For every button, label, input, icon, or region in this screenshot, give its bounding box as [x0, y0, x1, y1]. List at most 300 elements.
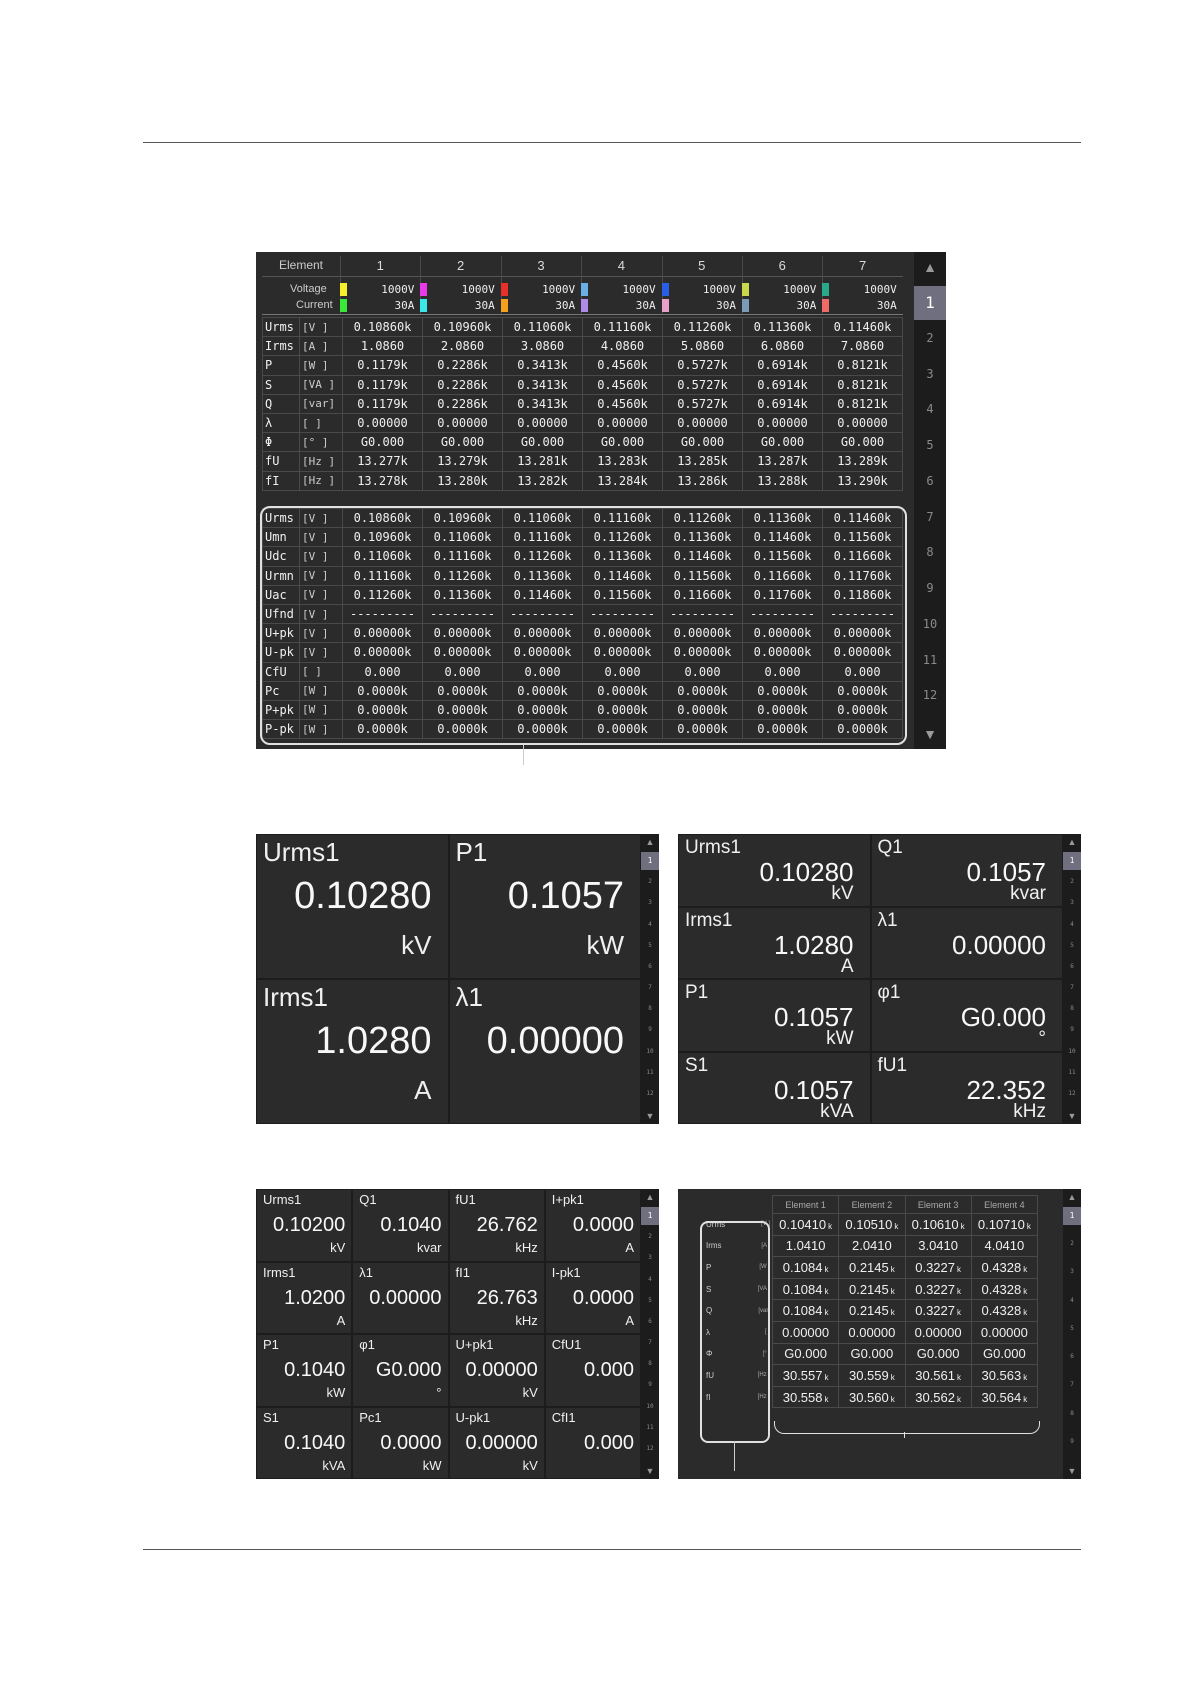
scroll-up-icon[interactable]: ▲: [923, 259, 937, 275]
cell-label: Irms1: [263, 982, 328, 1012]
value-prefix: k: [824, 1264, 829, 1274]
value-cell: [905, 1386, 971, 1408]
value-cell: [773, 1365, 839, 1387]
value-cell: 0.000: [423, 662, 503, 681]
value-cell: 0.0000k: [343, 720, 423, 739]
item-name: fU: [706, 1370, 714, 1380]
voltage-color-swatch: [822, 283, 829, 296]
page-number[interactable]: 9: [1070, 1437, 1074, 1445]
value-cell: 0.11460k: [823, 318, 903, 337]
value-cell: [773, 1278, 839, 1300]
page-number[interactable]: 6: [926, 473, 934, 488]
value-cell: 0.1179k: [343, 356, 423, 375]
page-scrollbar[interactable]: [641, 834, 659, 1124]
scroll-down-icon[interactable]: ▼: [645, 1466, 655, 1476]
value-prefix: k: [957, 1286, 961, 1296]
value-cell: 0.0000k: [823, 720, 903, 739]
value-number: 0.4328: [981, 1259, 1022, 1275]
page-number[interactable]: 2: [648, 1233, 652, 1241]
value-cell: [971, 1257, 1037, 1279]
page-number[interactable]: 11: [646, 1423, 654, 1431]
value-cell: ---------: [823, 604, 903, 623]
value-cell: 0.11360k: [743, 318, 823, 337]
value-cell: 0.10860k: [343, 318, 423, 337]
table-row: [263, 318, 903, 337]
item-unit: [W ]: [300, 700, 343, 719]
value-cell: [839, 1278, 905, 1300]
value-prefix: k: [828, 1221, 833, 1231]
value-cell: 0.00000: [663, 413, 743, 432]
value-cell: [905, 1257, 971, 1279]
page-number[interactable]: 3: [648, 899, 652, 907]
value-cell: 0.000: [823, 662, 903, 681]
item-unit: [var]: [300, 394, 343, 413]
value-prefix: k: [824, 1308, 829, 1318]
cell-label: Pc1: [359, 1409, 382, 1425]
voltage-color-swatch: [581, 283, 588, 296]
value-cell: [971, 1343, 1037, 1365]
value-cell: 13.285k: [663, 452, 743, 471]
callout-line: [523, 745, 524, 765]
value-number: 30.562: [915, 1389, 955, 1405]
item-name: Pc: [263, 681, 300, 700]
element-column-header: Element 2: [839, 1196, 905, 1214]
item-column-frame: [700, 1221, 770, 1443]
page-number[interactable]: 10: [922, 616, 938, 631]
page-number[interactable]: 1: [914, 286, 946, 320]
value-brace-tip: [904, 1432, 911, 1438]
cell-value: 0.10280: [294, 875, 432, 917]
cell-unit: °: [436, 1385, 442, 1400]
cell-value: 26.762: [476, 1214, 538, 1236]
item-name: P-pk: [263, 720, 300, 739]
value-cell: 0.11460k: [663, 547, 743, 566]
cell-unit: °: [1038, 1028, 1046, 1049]
page-number[interactable]: 7: [648, 1339, 652, 1346]
value-cell: 0.0000k: [823, 681, 903, 700]
current-color-swatch: [420, 299, 427, 312]
value-cell: 0.11560k: [743, 547, 823, 566]
value-number: 0.2145: [848, 1303, 889, 1319]
page-number[interactable]: 6: [1070, 1353, 1074, 1361]
value-cell: 0.000: [743, 662, 823, 681]
page-number[interactable]: 2: [648, 878, 652, 886]
page-number[interactable]: 6: [1070, 962, 1074, 970]
page-number[interactable]: 4: [648, 920, 652, 928]
cell-label: P1: [685, 982, 709, 1003]
value-cell: 2.0860: [423, 337, 503, 356]
element-column-number: 5: [698, 258, 706, 273]
value-number: 30.560: [848, 1389, 889, 1405]
value-cell: 0.000: [663, 662, 743, 681]
value-cell: [971, 1300, 1037, 1322]
current-label: Current: [296, 299, 333, 311]
page-number[interactable]: 5: [926, 438, 934, 452]
current-range: 30A: [876, 299, 897, 312]
cell-value: 0.000: [583, 1359, 634, 1381]
table-row: [263, 433, 903, 452]
page-number[interactable]: 12: [646, 1089, 654, 1097]
value-number: 0.3227: [915, 1259, 955, 1275]
cell-unit: kHz: [515, 1312, 538, 1328]
page-number[interactable]: 8: [648, 1005, 652, 1013]
value-cell: 0.0000k: [343, 700, 423, 719]
item-name: S: [706, 1284, 712, 1294]
value-number: 30.558: [782, 1389, 823, 1405]
cell-unit: kW: [826, 1028, 854, 1049]
page-number[interactable]: 4: [648, 1275, 652, 1283]
value-cell: 0.8121k: [823, 394, 903, 413]
page-number[interactable]: 7: [1070, 1381, 1074, 1389]
page-number[interactable]: 12: [922, 688, 938, 703]
measurement-cell: [449, 1262, 545, 1335]
value-number: 0.10510: [845, 1216, 893, 1232]
page-number[interactable]: 1: [641, 1207, 659, 1225]
page-number[interactable]: 8: [648, 1360, 652, 1368]
voltage-color-swatch: [662, 283, 669, 296]
voltage-range: 1000V: [702, 283, 736, 296]
value-cell: 0.0000k: [743, 681, 823, 700]
measurement-cell: [678, 834, 871, 907]
page-number[interactable]: 12: [1068, 1089, 1076, 1097]
item-unit: [V ]: [300, 643, 343, 662]
value-cell: [773, 1214, 839, 1236]
value-cell: 13.279k: [423, 452, 503, 471]
page-number[interactable]: 5: [1070, 941, 1074, 949]
item-unit: [V ]: [300, 566, 343, 585]
value-cell: 0.11160k: [583, 509, 663, 528]
value-cell: 0.00000: [423, 413, 503, 432]
table-row: [263, 356, 903, 375]
cell-value: 0.1057: [773, 1074, 854, 1105]
value-cell: 0.3413k: [503, 394, 583, 413]
item-unit: [VA ]: [757, 1286, 770, 1293]
cell-value: 0.10280: [759, 857, 854, 887]
item-unit: [Hz ]: [300, 452, 343, 471]
value-cell: 13.280k: [423, 471, 503, 490]
page-number[interactable]: 10: [1068, 1047, 1076, 1055]
page-number[interactable]: 10: [646, 1402, 654, 1410]
page-number[interactable]: 6: [648, 1317, 652, 1325]
cell-unit: kW: [586, 930, 624, 960]
value-cell: 0.11860k: [823, 585, 903, 604]
value-cell: 4.0860: [583, 337, 663, 356]
all-elements-screen: [678, 1189, 1081, 1479]
table-row: [263, 413, 903, 432]
page-scrollbar[interactable]: [641, 1189, 659, 1479]
page-number[interactable]: 2: [926, 330, 934, 345]
page-number[interactable]: 5: [648, 941, 652, 949]
value-cell: G0.000: [503, 433, 583, 452]
cell-unit: kV: [831, 883, 854, 904]
measurement-cell: [352, 1334, 448, 1407]
page-number[interactable]: 9: [648, 1026, 652, 1034]
scroll-up-icon[interactable]: ▲: [1067, 837, 1077, 847]
current-color-swatch: [662, 299, 669, 312]
value-cell: [839, 1300, 905, 1322]
page-number[interactable]: 11: [922, 652, 938, 667]
page-number[interactable]: 7: [1070, 984, 1074, 991]
item-unit: [A ]: [300, 337, 343, 356]
value-prefix: k: [1023, 1264, 1028, 1274]
value-cell: 0.4560k: [583, 356, 663, 375]
value-prefix: k: [824, 1286, 829, 1296]
page-number[interactable]: 5: [1070, 1324, 1074, 1332]
item-name: Uac: [263, 585, 300, 604]
value-cell: ---------: [503, 604, 583, 623]
value-cell: 0.00000k: [663, 643, 743, 662]
current-range: 30A: [474, 299, 495, 312]
table-row: [263, 394, 903, 413]
value-cell: 0.11560k: [583, 585, 663, 604]
value-cell: 0.1179k: [343, 394, 423, 413]
value-cell: 0.11660k: [823, 547, 903, 566]
bottom-rule: [143, 1549, 1081, 1550]
value-cell: 13.278k: [343, 471, 423, 490]
value-number: 1.0410: [785, 1238, 826, 1254]
value-cell: [905, 1365, 971, 1387]
value-number: 2.0410: [851, 1238, 892, 1254]
page-number[interactable]: 3: [1070, 1268, 1074, 1276]
value-cell: [905, 1300, 971, 1322]
value-cell: 7.0860: [823, 337, 903, 356]
element-column-number: 6: [778, 258, 786, 273]
value-cell: 0.4560k: [583, 394, 663, 413]
item-unit: [V ]: [300, 547, 343, 566]
value-cell: 0.11560k: [663, 566, 743, 585]
value-cell: [971, 1235, 1037, 1257]
scroll-down-icon[interactable]: ▼: [923, 726, 937, 742]
page-number[interactable]: 3: [926, 366, 934, 381]
page-number[interactable]: 6: [648, 962, 652, 970]
scroll-up-icon[interactable]: ▲: [1067, 1192, 1077, 1202]
item-unit: [W ]: [300, 720, 343, 739]
cell-label: U-pk1: [455, 1409, 491, 1425]
item-unit: [Hz ]: [757, 1372, 770, 1379]
scroll-down-icon[interactable]: ▼: [1067, 1466, 1077, 1476]
current-range: 30A: [635, 299, 656, 312]
page-scrollbar[interactable]: [1063, 1189, 1081, 1479]
value-cell: [839, 1343, 905, 1365]
scroll-up-icon[interactable]: ▲: [645, 837, 655, 847]
value-cell: 0.11260k: [583, 528, 663, 547]
value-cell: ---------: [423, 604, 503, 623]
page-scrollbar[interactable]: [1063, 834, 1081, 1124]
page-number[interactable]: 1: [1063, 1207, 1081, 1225]
page-number[interactable]: 12: [646, 1444, 654, 1452]
measurement-cell: [449, 1189, 545, 1262]
cell-label: P1: [263, 1337, 279, 1352]
item-name: Φ: [263, 433, 300, 452]
item-header-blank: [704, 1196, 736, 1214]
value-number: 0.1084: [782, 1303, 823, 1319]
value-cell: 0.8121k: [823, 356, 903, 375]
measurement-cell: [352, 1189, 448, 1262]
voltage-color-swatch: [742, 283, 749, 296]
page-number[interactable]: 4: [1070, 920, 1074, 928]
value-cell: 0.000: [503, 662, 583, 681]
value-cell: 0.0000k: [663, 700, 743, 719]
value-cell: [971, 1386, 1037, 1408]
item-name: P: [263, 356, 300, 375]
page-number[interactable]: 7: [648, 984, 652, 991]
page-number[interactable]: 8: [926, 545, 934, 560]
value-cell: 0.11760k: [823, 566, 903, 585]
value-cell: 0.00000k: [423, 624, 503, 643]
page-number[interactable]: 3: [1070, 899, 1074, 907]
item-name: Q: [263, 394, 300, 413]
measurement-cell: [871, 834, 1064, 907]
value-prefix: k: [890, 1394, 895, 1404]
value-cell: [839, 1365, 905, 1387]
value-cell: 0.00000k: [823, 643, 903, 662]
item-name: fI: [263, 471, 300, 490]
value-cell: [971, 1214, 1037, 1236]
value-number: 30.563: [981, 1367, 1022, 1383]
cell-label: λ1: [877, 909, 898, 931]
value-cell: 0.0000k: [423, 700, 503, 719]
value-cell: G0.000: [583, 433, 663, 452]
value-number: 0.10410: [779, 1216, 827, 1232]
value-cell: [773, 1386, 839, 1408]
value-cell: 0.11060k: [423, 528, 503, 547]
cell-label: Irms1: [685, 909, 733, 931]
page-number[interactable]: 11: [1068, 1068, 1076, 1076]
cell-label: S1: [685, 1054, 709, 1076]
value-cell: ---------: [743, 604, 823, 623]
item-name: λ: [263, 413, 300, 432]
cell-label: fI1: [455, 1264, 470, 1280]
value-cell: 13.288k: [743, 471, 823, 490]
element-label: Element: [278, 258, 324, 272]
value-number: 0.1084: [782, 1281, 823, 1297]
item-unit: [V ]: [300, 318, 343, 337]
page-number[interactable]: 9: [1070, 1026, 1074, 1034]
value-number: 0.00000: [914, 1324, 962, 1340]
value-cell: 0.11360k: [663, 528, 743, 547]
value-cell: 13.283k: [583, 452, 663, 471]
scroll-down-icon[interactable]: ▼: [1067, 1111, 1077, 1121]
page-number[interactable]: 10: [646, 1047, 654, 1055]
item-unit: [ ]: [300, 413, 343, 432]
page-number[interactable]: 4: [1070, 1296, 1074, 1304]
page-number[interactable]: 1: [641, 852, 659, 870]
value-cell: 0.000: [583, 662, 663, 681]
cell-unit: kvar: [416, 1240, 442, 1255]
value-cell: 0.11260k: [663, 318, 743, 337]
cell-label: Urms1: [685, 837, 741, 858]
item-name: Q: [706, 1306, 713, 1316]
page-number[interactable]: 9: [926, 581, 934, 595]
item-unit: [A ]: [761, 1242, 770, 1249]
value-cell: 1.0860: [343, 337, 423, 356]
value-prefix: k: [1023, 1394, 1028, 1404]
cell-value: 0.000: [583, 1431, 634, 1454]
cell-value: G0.000: [375, 1359, 442, 1381]
cell-unit: kVA: [322, 1457, 346, 1473]
page-number[interactable]: 8: [1070, 1409, 1074, 1417]
cell-label: λ1: [359, 1264, 373, 1280]
value-cell: 0.00000k: [343, 624, 423, 643]
value-cell: 0.0000k: [823, 700, 903, 719]
value-cell: 0.6914k: [743, 375, 823, 394]
page-number[interactable]: 3: [648, 1254, 652, 1262]
cell-value: 0.1040: [380, 1214, 442, 1236]
page-number[interactable]: 5: [648, 1296, 652, 1304]
value-cell: 0.11360k: [743, 509, 823, 528]
cell-unit: kW: [422, 1457, 442, 1473]
measurement-cell: [545, 1334, 641, 1407]
cell-unit: kV: [330, 1240, 346, 1255]
page-number[interactable]: 7: [926, 509, 934, 524]
value-cell: 0.2286k: [423, 375, 503, 394]
page-number[interactable]: 2: [1070, 1240, 1074, 1248]
cell-label: S1: [263, 1409, 279, 1425]
value-prefix: k: [1023, 1286, 1028, 1296]
value-number: 0.00000: [782, 1324, 830, 1340]
page-number[interactable]: 8: [1070, 1005, 1074, 1013]
value-cell: G0.000: [743, 433, 823, 452]
header-line: [262, 314, 903, 315]
value-cell: G0.000: [663, 433, 743, 452]
page-scrollbar[interactable]: [914, 252, 946, 749]
cell-label: CfU1: [551, 1337, 582, 1352]
voltage-range: 1000V: [461, 283, 495, 296]
value-cell: 0.0000k: [423, 681, 503, 700]
measurement-cell: [352, 1407, 448, 1480]
value-prefix: k: [957, 1394, 961, 1404]
cell-unit: kHz: [1013, 1100, 1046, 1122]
page-number[interactable]: 11: [646, 1068, 654, 1076]
item-name: Irms: [706, 1241, 722, 1251]
value-cell: 0.00000k: [663, 624, 743, 643]
item-unit: [V ]: [300, 509, 343, 528]
page-number[interactable]: 4: [926, 402, 934, 417]
eight-value-screen: [678, 834, 1081, 1124]
cell-value: 1.0280: [773, 929, 854, 960]
table-header-row: [704, 1196, 1038, 1214]
measurement-cell: [678, 979, 871, 1052]
page-number[interactable]: 2: [1070, 878, 1074, 886]
value-cell: 0.11660k: [743, 566, 823, 585]
value-cell: 0.0000k: [663, 720, 743, 739]
value-cell: 0.11160k: [343, 566, 423, 585]
value-cell: 0.11760k: [743, 585, 823, 604]
element-column-header: Element 4: [971, 1196, 1037, 1214]
item-name: λ: [706, 1327, 710, 1337]
measurement-cell: [871, 907, 1064, 980]
item-name: Urms: [263, 318, 300, 337]
cell-value: 0.10200: [272, 1214, 346, 1236]
item-name: fI: [706, 1392, 711, 1402]
cell-label: U+pk1: [455, 1337, 494, 1352]
cell-value: 1.0200: [284, 1286, 346, 1309]
cell-value: 0.1040: [284, 1431, 346, 1454]
scroll-down-icon[interactable]: ▼: [645, 1111, 655, 1121]
value-cell: 0.11460k: [823, 509, 903, 528]
cell-value: 0.0000: [572, 1214, 634, 1236]
value-cell: 0.8121k: [823, 375, 903, 394]
page-number[interactable]: 1: [1063, 852, 1081, 870]
value-cell: 0.10960k: [423, 318, 503, 337]
voltage-label: Voltage: [290, 283, 327, 295]
value-cell: 13.277k: [343, 452, 423, 471]
value-number: 3.0410: [918, 1238, 958, 1254]
scroll-up-icon[interactable]: ▲: [645, 1192, 655, 1202]
value-cell: 0.10960k: [423, 509, 503, 528]
page-number[interactable]: 9: [648, 1381, 652, 1389]
item-name: Φ: [706, 1349, 713, 1359]
